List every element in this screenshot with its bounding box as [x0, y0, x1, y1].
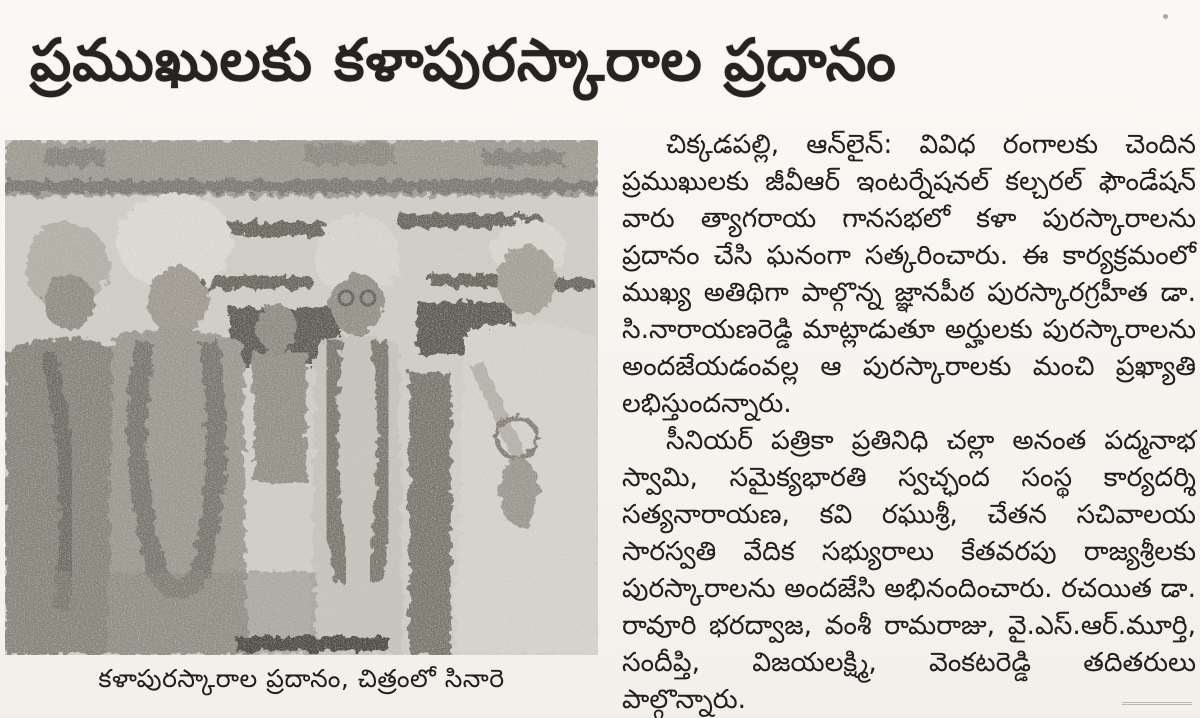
photo-block: [5, 140, 598, 700]
halftone-grain: [5, 140, 598, 655]
article-paragraph-2: సీనియర్ పత్రికా ప్రతినిధి చల్లా అనంత పద్మనాభ స్వామి, సమైక్యభారతి స్వచ్ఛంద సంస్థ కార్యదర్శి సత్యనారాయణ, కవి రఘుశ్రీ, చేతన సచివాలయ సారస్వతి వేదిక సభ్యురాలు కేతవరపు రాజ్యశ్రీలకు పురస్కారాలను అందజేసి అభినందించారు. రచయిత డా. రావూరి భరద్వాజ, వంశీ రామరాజు, వై.ఎస్.ఆర్.మూర్తి, సందీప్తి, విజయలక్ష్మి, వెంకటరెడ్డి తదితరులు పాల్గొన్నారు.: [622, 425, 1196, 715]
article-paragraph-1: చిక్కడపల్లి, ఆన్‌లైన్: వివిధ రంగాలకు చెందిన ప్రముఖులకు జీవీఆర్ ఇంటర్నేషనల్ కల్చరల్ ఫౌండేషన్ వారు త్యాగరాయ గానసభలో కళా పురస్కారాలను ప్రదానం చేసి ఘనంగా సత్కరించారు. ఈ కార్యక్రమంలో ముఖ్య అతిథిగా పాల్గొన్న జ్ఞానపీఠ పురస్కారగ్రహీత డా. సి.నారాయణరెడ్డి మాట్లాడుతూ అర్హులకు పురస్కారాలను అందజేయడంవల్ల ఆ పురస్కారాలకు మంచి ప్రఖ్యాతి లభిస్తుందన్నారు.: [622, 129, 1196, 419]
scan-artifact-dashes: [1122, 702, 1192, 706]
news-photo-illustration: [5, 140, 598, 655]
headline: ప్రముఖులకు కళాపురస్కారాల ప్రదానం: [30, 26, 897, 94]
news-photo: [5, 140, 598, 655]
article-body: [622, 126, 1196, 718]
scan-artifact-dot: [1163, 14, 1168, 19]
photo-caption: కళాపురస్కారాల ప్రదానం, చిత్రంలో సినారె: [98, 664, 505, 693]
